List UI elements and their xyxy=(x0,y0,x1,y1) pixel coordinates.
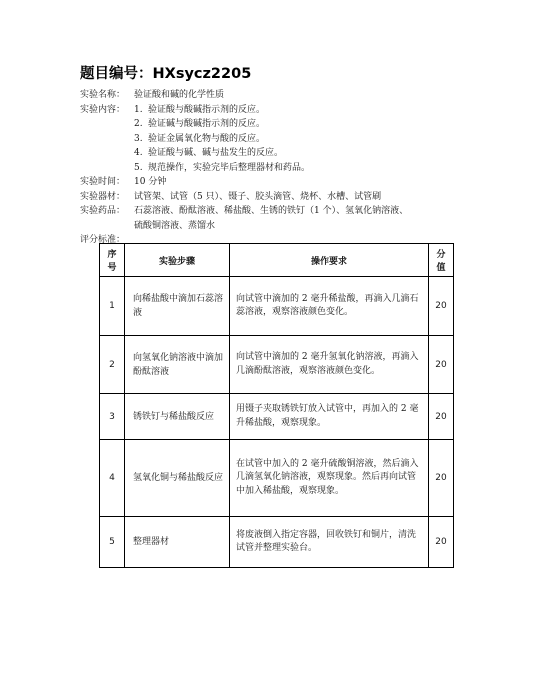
content-item: 5. 规范操作，实验完毕后整理器材和药品。 xyxy=(134,162,311,173)
row-requirement: 向试管中滴加的 2 毫升稀盐酸，再滴入几滴石蕊溶液，观察溶液颜色变化。 xyxy=(230,277,429,336)
content-item: 1. 验证酸与酸碱指示剂的反应。 xyxy=(134,104,266,115)
row-requirement: 用镊子夹取锈铁钉放入试管中，再加入的 2 毫升稀盐酸，观察现象。 xyxy=(230,394,429,440)
experiment-contents xyxy=(80,103,408,176)
header-requirements: 操作要求 xyxy=(230,244,429,277)
row-seq: 5 xyxy=(100,517,125,568)
content-item: 4. 验证酸与碱、碱与盐发生的反应。 xyxy=(134,148,284,158)
content-item: 3. 验证金属氧化物与酸的反应。 xyxy=(134,133,266,144)
grading-label: 评分标准： xyxy=(80,235,126,245)
row-step: 向氢氧化钠溶液中滴加酚酞溶液 xyxy=(125,336,230,394)
experiment-time-value: 10 分钟 xyxy=(134,177,167,187)
row-score: 20 xyxy=(429,394,454,440)
experiment-equipment-row xyxy=(80,190,408,205)
row-score: 20 xyxy=(429,277,454,336)
row-requirement: 将废液倒入指定容器，回收铁钉和铜片，清洗试管并整理实验台。 xyxy=(230,517,429,568)
experiment-name-row xyxy=(80,88,408,103)
row-score: 20 xyxy=(429,336,454,394)
row-requirement: 向试管中滴加的 2 毫升氢氧化钠溶液，再滴入几滴酚酞溶液，观察溶液颜色变化。 xyxy=(230,336,429,394)
row-seq: 4 xyxy=(100,440,125,517)
experiment-time-row xyxy=(80,175,408,190)
experiment-info xyxy=(80,88,408,248)
experiment-equipment-value: 试管架、试管（5 只）、镊子、胶头滴管、烧杯、水槽、试管刷 xyxy=(134,191,382,202)
experiment-name-label: 实验名称： xyxy=(80,90,126,100)
header-steps: 实验步骤 xyxy=(125,244,230,277)
experiment-equipment-label: 实验器材： xyxy=(80,191,126,202)
contents-list xyxy=(134,103,310,176)
experiment-reagents-value: 石蕊溶液、酚酞溶液、稀盐酸、生锈的铁钉（1 个）、氢氧化钠溶液、 xyxy=(134,206,409,216)
row-seq: 2 xyxy=(100,336,125,394)
header-score: 分 值 xyxy=(429,244,454,277)
experiment-reagents-label: 实验药品： xyxy=(80,206,126,216)
experiment-name-value: 验证酸和碱的化学性质 xyxy=(134,90,225,100)
row-step: 向稀盐酸中滴加石蕊溶液 xyxy=(125,277,230,336)
row-seq: 3 xyxy=(100,394,125,440)
table-row xyxy=(100,277,454,336)
table-header-row xyxy=(100,244,454,277)
row-step: 锈铁钉与稀盐酸反应 xyxy=(125,394,230,440)
experiment-contents-label: 实验内容： xyxy=(80,104,126,115)
row-score: 20 xyxy=(429,517,454,568)
row-requirement: 在试管中加入的 2 毫升硫酸铜溶液，然后滴入几滴氢氧化钠溶液，观察现象。然后再向试管中加入稀盐酸，观察现象。 xyxy=(230,440,429,517)
header-seq: 序 号 xyxy=(100,244,125,277)
row-seq: 1 xyxy=(100,277,125,336)
table-row xyxy=(100,440,454,517)
experiment-reagents-value-cont: 硫酸铜溶液、蒸馏水 xyxy=(134,220,216,231)
row-step: 整理器材 xyxy=(125,517,230,568)
table-row xyxy=(100,517,454,568)
table-row xyxy=(100,394,454,440)
content-item: 2. 验证碱与酸碱指示剂的反应。 xyxy=(134,119,266,129)
experiment-time-label: 实验时间： xyxy=(80,177,126,187)
grading-table xyxy=(99,243,454,568)
row-score: 20 xyxy=(429,440,454,517)
experiment-reagents-row xyxy=(80,204,408,219)
table-row xyxy=(100,336,454,394)
document-title: 题目编号：HXsycz2205 xyxy=(80,66,252,82)
row-step: 氢氧化铜与稀盐酸反应 xyxy=(125,440,230,517)
